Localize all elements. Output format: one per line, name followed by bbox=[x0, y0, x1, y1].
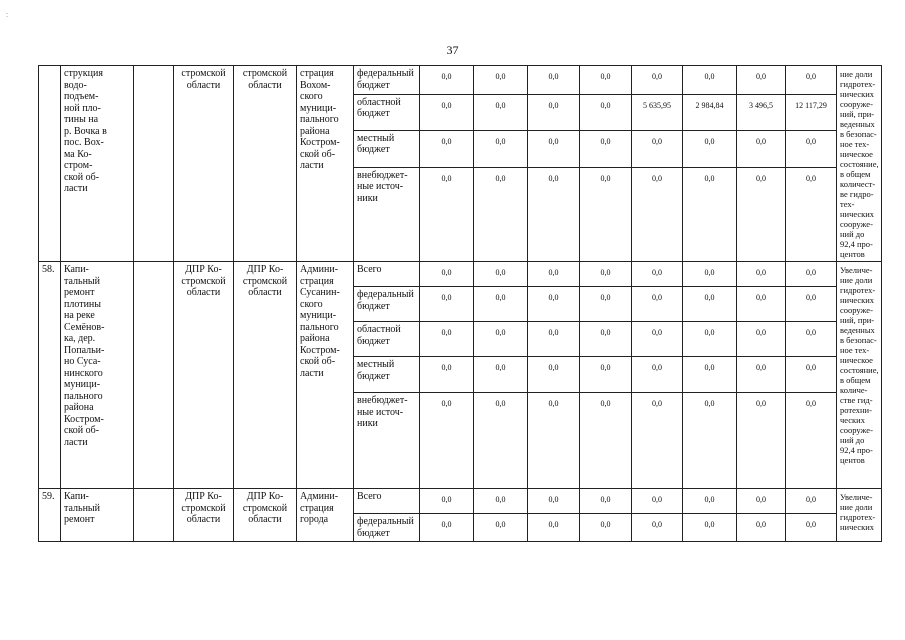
value-cell: 0,0 bbox=[786, 66, 837, 95]
expected-result-cell: Увеличе- ние доли гидротех- нических bbox=[837, 489, 882, 542]
executor-cell: ДПР Ко- стромской области bbox=[234, 262, 297, 489]
expected-result-cell: ние доли гидротех- нических сооруже- ний, при- веденных в безопас- ное тех- ническое состояние, в общем количест- ве гидро- тех- нических сооруже- ний до 92,4 про- центов bbox=[837, 66, 882, 262]
value-cell: 0,0 bbox=[580, 262, 632, 287]
value-cell: 0,0 bbox=[683, 514, 737, 542]
value-cell: 0,0 bbox=[580, 514, 632, 542]
value-cell: 0,0 bbox=[580, 357, 632, 393]
value-cell: 0,0 bbox=[420, 167, 474, 261]
value-cell: 0,0 bbox=[683, 130, 737, 167]
value-cell: 0,0 bbox=[420, 357, 474, 393]
value-cell: 0,0 bbox=[474, 322, 528, 357]
value-cell: 0,0 bbox=[420, 66, 474, 95]
value-cell: 0,0 bbox=[420, 94, 474, 130]
executor-cell: стромской области bbox=[234, 66, 297, 262]
funding-source-cell: федеральный бюджет bbox=[354, 66, 420, 95]
value-cell: 5 635,95 bbox=[632, 94, 683, 130]
row-number: 58. bbox=[39, 262, 61, 489]
expected-result-cell: Увеличе- ние доли гидротех- нических сооруже- ний, при- веденных в безопас- ное тех- ническое состояние, в общем количе- стве гид- ротехни- ческих сооруже- ний до 92,4 про- центов bbox=[837, 262, 882, 489]
value-cell: 0,0 bbox=[786, 167, 837, 261]
value-cell: 0,0 bbox=[420, 287, 474, 322]
value-cell: 0,0 bbox=[474, 514, 528, 542]
value-cell: 0,0 bbox=[528, 66, 580, 95]
value-cell: 0,0 bbox=[580, 322, 632, 357]
value-cell: 0,0 bbox=[683, 489, 737, 514]
customer-cell: стромской области bbox=[174, 66, 234, 262]
value-cell: 0,0 bbox=[528, 167, 580, 261]
value-cell: 0,0 bbox=[786, 262, 837, 287]
value-cell: 0,0 bbox=[683, 322, 737, 357]
value-cell: 0,0 bbox=[474, 287, 528, 322]
funding-source-cell: местный бюджет bbox=[354, 357, 420, 393]
participant-cell: Админи- страция Сусанин- ского муници- пального района Костром- ской об- ласти bbox=[297, 262, 354, 489]
value-cell: 0,0 bbox=[420, 322, 474, 357]
value-cell: 12 117,29 bbox=[786, 94, 837, 130]
row-number bbox=[39, 66, 61, 262]
value-cell: 0,0 bbox=[786, 130, 837, 167]
value-cell: 0,0 bbox=[632, 514, 683, 542]
measure-name: Капи- тальный ремонт плотины на реке Семёнов- ка, дер. Попальи- но Суса- нинского муници- пального района Костром- ской об- ласти bbox=[61, 262, 134, 489]
value-cell: 0,0 bbox=[632, 287, 683, 322]
value-cell: 0,0 bbox=[683, 287, 737, 322]
value-cell: 0,0 bbox=[474, 167, 528, 261]
value-cell: 3 496,5 bbox=[737, 94, 786, 130]
value-cell: 0,0 bbox=[528, 489, 580, 514]
value-cell: 0,0 bbox=[683, 66, 737, 95]
value-cell: 0,0 bbox=[786, 287, 837, 322]
value-cell: 0,0 bbox=[632, 393, 683, 489]
value-cell: 0,0 bbox=[420, 130, 474, 167]
value-cell: 0,0 bbox=[474, 489, 528, 514]
customer-cell: ДПР Ко- стромской области bbox=[174, 262, 234, 489]
value-cell: 0,0 bbox=[474, 66, 528, 95]
value-cell: 0,0 bbox=[528, 322, 580, 357]
value-cell: 0,0 bbox=[632, 130, 683, 167]
value-cell: 0,0 bbox=[528, 262, 580, 287]
table-row bbox=[39, 66, 882, 95]
program-table bbox=[38, 65, 882, 542]
funding-source-cell: федеральный бюджет bbox=[354, 287, 420, 322]
value-cell: 0,0 bbox=[632, 66, 683, 95]
margin-mark: : bbox=[6, 10, 9, 19]
value-cell: 0,0 bbox=[737, 167, 786, 261]
funding-source-cell: Всего bbox=[354, 489, 420, 514]
value-cell: 0,0 bbox=[737, 393, 786, 489]
value-cell: 0,0 bbox=[632, 322, 683, 357]
value-cell: 0,0 bbox=[737, 262, 786, 287]
empty-cell bbox=[134, 489, 174, 542]
value-cell: 0,0 bbox=[528, 94, 580, 130]
funding-source-cell: местный бюджет bbox=[354, 130, 420, 167]
value-cell: 2 984,84 bbox=[683, 94, 737, 130]
value-cell: 0,0 bbox=[737, 489, 786, 514]
value-cell: 0,0 bbox=[632, 167, 683, 261]
value-cell: 0,0 bbox=[474, 357, 528, 393]
value-cell: 0,0 bbox=[786, 322, 837, 357]
value-cell: 0,0 bbox=[632, 262, 683, 287]
value-cell: 0,0 bbox=[420, 262, 474, 287]
value-cell: 0,0 bbox=[737, 514, 786, 542]
funding-source-cell: областной бюджет bbox=[354, 94, 420, 130]
funding-source-cell: внебюджет- ные источ- ники bbox=[354, 393, 420, 489]
page-number: 37 bbox=[446, 43, 459, 57]
value-cell: 0,0 bbox=[786, 393, 837, 489]
value-cell: 0,0 bbox=[580, 287, 632, 322]
funding-source-cell: внебюджет- ные источ- ники bbox=[354, 167, 420, 261]
value-cell: 0,0 bbox=[580, 130, 632, 167]
value-cell: 0,0 bbox=[632, 489, 683, 514]
customer-cell: ДПР Ко- стромской области bbox=[174, 489, 234, 542]
value-cell: 0,0 bbox=[420, 489, 474, 514]
value-cell: 0,0 bbox=[737, 130, 786, 167]
value-cell: 0,0 bbox=[420, 514, 474, 542]
value-cell: 0,0 bbox=[528, 287, 580, 322]
value-cell: 0,0 bbox=[580, 66, 632, 95]
value-cell: 0,0 bbox=[786, 489, 837, 514]
value-cell: 0,0 bbox=[528, 393, 580, 489]
participant-cell: страция Вохом- ского муници- пального района Костром- ской об- ласти bbox=[297, 66, 354, 262]
value-cell: 0,0 bbox=[632, 357, 683, 393]
value-cell: 0,0 bbox=[474, 393, 528, 489]
empty-cell bbox=[134, 66, 174, 262]
table-row bbox=[39, 489, 882, 514]
value-cell: 0,0 bbox=[580, 393, 632, 489]
value-cell: 0,0 bbox=[737, 357, 786, 393]
value-cell: 0,0 bbox=[580, 167, 632, 261]
funding-source-cell: Всего bbox=[354, 262, 420, 287]
value-cell: 0,0 bbox=[786, 514, 837, 542]
value-cell: 0,0 bbox=[580, 94, 632, 130]
value-cell: 0,0 bbox=[737, 287, 786, 322]
value-cell: 0,0 bbox=[474, 94, 528, 130]
funding-source-cell: федеральный бюджет bbox=[354, 514, 420, 542]
value-cell: 0,0 bbox=[528, 130, 580, 167]
funding-source-cell: областной бюджет bbox=[354, 322, 420, 357]
participant-cell: Админи- страция города bbox=[297, 489, 354, 542]
value-cell: 0,0 bbox=[737, 66, 786, 95]
value-cell: 0,0 bbox=[528, 357, 580, 393]
value-cell: 0,0 bbox=[474, 262, 528, 287]
value-cell: 0,0 bbox=[580, 489, 632, 514]
value-cell: 0,0 bbox=[420, 393, 474, 489]
executor-cell: ДПР Ко- стромской области bbox=[234, 489, 297, 542]
value-cell: 0,0 bbox=[786, 357, 837, 393]
value-cell: 0,0 bbox=[683, 357, 737, 393]
value-cell: 0,0 bbox=[683, 393, 737, 489]
row-number: 59. bbox=[39, 489, 61, 542]
measure-name: струкция водо- подъем- ной пло- тины на р. Вочка в пос. Вох- ма Ко- стром- ской об- ласти bbox=[61, 66, 134, 262]
value-cell: 0,0 bbox=[683, 167, 737, 261]
value-cell: 0,0 bbox=[474, 130, 528, 167]
value-cell: 0,0 bbox=[528, 514, 580, 542]
value-cell: 0,0 bbox=[737, 322, 786, 357]
value-cell: 0,0 bbox=[683, 262, 737, 287]
empty-cell bbox=[134, 262, 174, 489]
table-row bbox=[39, 262, 882, 287]
measure-name: Капи- тальный ремонт bbox=[61, 489, 134, 542]
